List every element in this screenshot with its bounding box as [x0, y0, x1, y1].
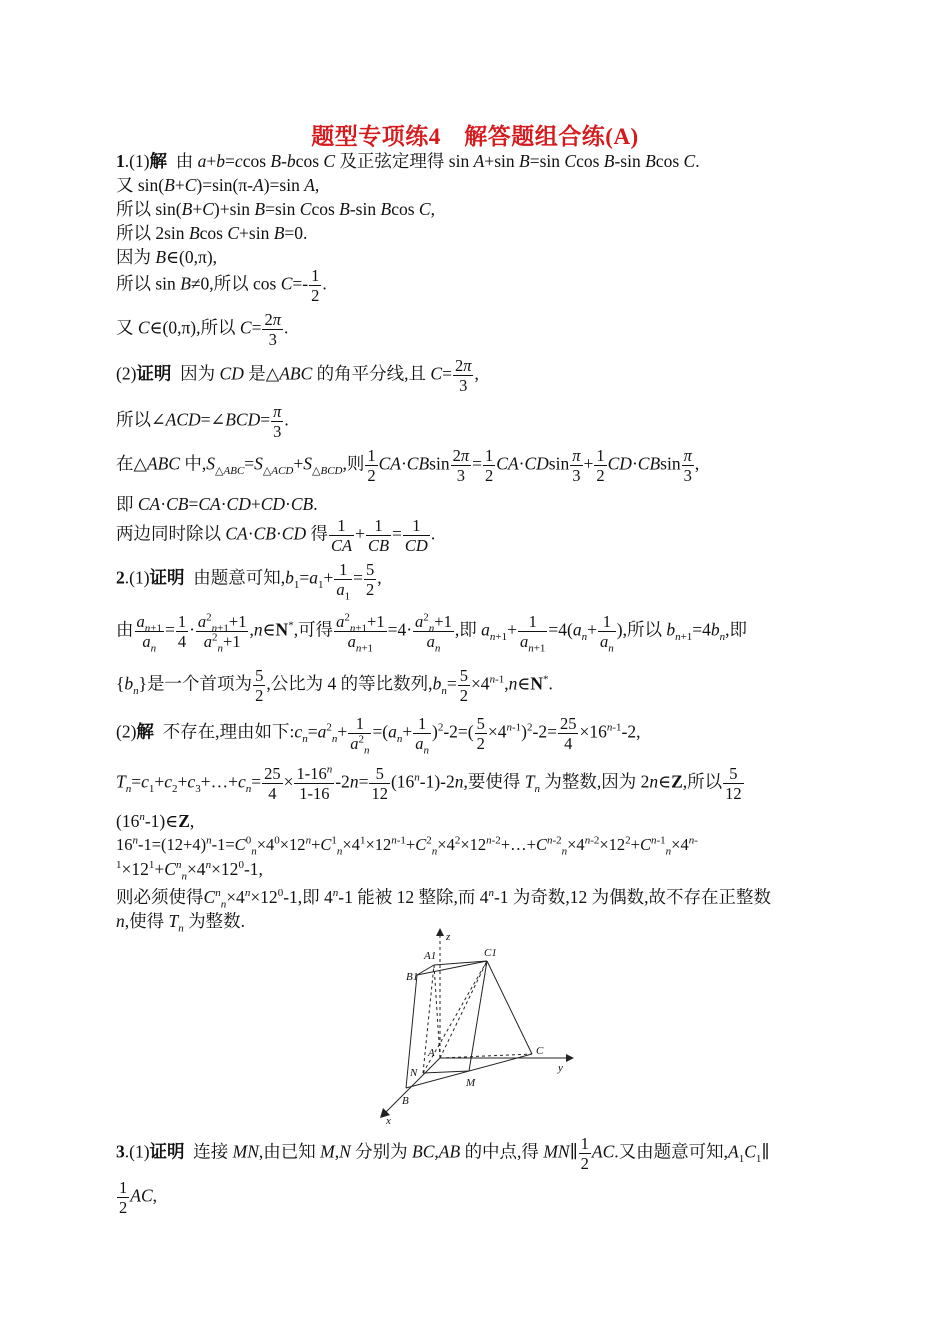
- p2-line-2: 由 $\frac{a_{n+1}}{a_n}$ = $\frac{1}{4}$ · $\frac{a^2_{n+1}+1}{a^2_n+1}$ ,n∈N*,可得 $\frac{a^2_{n+1}+1}{a_{n+1}}$ =4· $\frac{a^2_n+1}{a_n}$ ,即 $a_{n+1}+$ $\frac{1}{a_{n+1}}$ $=4(a_n+$ $\frac{1}{a_n}$ ),所以 $b_{n+1}=4b_n$,即: [116, 611, 748, 655]
- p3-line-2: $\frac{1}{2}$ AC,: [119, 1178, 157, 1217]
- label-B1: B1: [406, 971, 419, 983]
- y-arrow-icon: [566, 1054, 574, 1062]
- p3-line-1: 3.(1)证明 连接 MN,由已知 M,N 分别为 BC,AB 的中点,得 MN∥ $\frac{1}{2}$ AC.又由题意可知$,A_1C_1\parallel$: [116, 1134, 770, 1173]
- p1-line-5: 因为 B∈(0,π),: [116, 247, 218, 267]
- label-B: B: [402, 1095, 409, 1107]
- p1-2-line-1: (2)证明 因为 CD 是△ABC 的角平分线,且 C= $\frac{2\pi}{3}$ ,: [116, 356, 479, 395]
- label-N: N: [410, 1067, 418, 1079]
- edge-C1C: [487, 961, 532, 1054]
- p1-2-line-2: 所以∠ACD=∠BCD= $\frac{\pi}{3}$ .: [116, 402, 289, 441]
- label-C: C: [536, 1045, 544, 1057]
- label-y: y: [558, 1062, 563, 1074]
- label-A1: A1: [424, 950, 437, 962]
- prism-figure: [372, 928, 580, 1126]
- p1-line-1: 1.(1)解 由 a+b=ccos B-bcos C 及正弦定理得 sin A+sin B=sin Ccos B-sin Bcos C.: [116, 151, 700, 171]
- p2-line-3: $\{b_n\}$是一个首项为 $\frac{5}{2}$ ,公比为 4 的等比数列$,b_n=$ $\frac{5}{2}$ $\times 4^{n-1},n\in N^*$.: [116, 666, 553, 705]
- p2-2-line-4: $16^n-1=(12+4)^n-1=C^0_n\times 4^0\times 12^n+C^1_n\times 4^1\times 12^{n-1}+C^2_n\times 4^2\times 12^{n-2}+\dots+C^{n-2}_n\times 4^{n-2}\times 12^2+C^{n-1}_n\times 4^{n-}$: [116, 834, 698, 858]
- label-A: A: [428, 1047, 435, 1059]
- p2-2-line-1: (2)解 不存在,理由如下$:c_n=a^2_n+$ $\frac{1}{a^2_n}$ $=(a_n+$ $\frac{1}{a_n}$ )$^2$-2=( $\frac{5}{2}$ $\times 4^{n-1})^2-2=$ $\frac{25}{4}$ $\times 16^{n-1}-2$,: [116, 714, 641, 757]
- label-z: z: [446, 931, 451, 943]
- p1-line-4: 所以 2sin Bcos C+sin B=0.: [116, 223, 308, 243]
- edge-A1A: [434, 965, 440, 1058]
- p1-2-line-5: 两边同时除以 CA·CB·CD 得 $\frac{1}{CA}$ + $\frac{1}{CB}$ = $\frac{1}{CD}$ .: [116, 516, 436, 555]
- p2-2-line-2: $T_n=c_1+c_2+c_3+\dots+c_n=$ $\frac{25}{4}$ × $\frac{1-16^n}{1-16}$ -2n= $\frac{5}{12}$ (16$^n$-1)-2n,要使得 $T_n$ 为整数,因为 2n∈Z,所以 $\frac{5}{12}$: [116, 763, 742, 803]
- p1-2-line-4: 即 CA·CB=CA·CD+CD·CB.: [116, 494, 318, 514]
- label-x: x: [386, 1115, 391, 1126]
- p2-2-line-3: (16$^n$-1)∈Z,: [116, 811, 195, 831]
- z-arrow-icon: [436, 928, 444, 936]
- p1-line-2: 又 sin(B+C)=sin(π-A)=sin A,: [116, 175, 320, 195]
- p2-line-1: 2.(1)证明 由题意可知$,b_1=a_1+$ $\frac{1}{a_1}$ = $\frac{5}{2}$ ,: [116, 560, 382, 603]
- p1-line-3: 所以 sin(B+C)+sin B=sin Ccos B-sin Bcos C,: [116, 199, 435, 219]
- p1-line-6: 所以 sin B≠0,所以 cos C=- $\frac{1}{2}$ .: [116, 266, 327, 305]
- label-C1: C1: [484, 947, 497, 959]
- edge-B1C1: [417, 961, 487, 975]
- segment-AC1: [440, 961, 487, 1058]
- label-M: M: [466, 1077, 476, 1089]
- p2-2-line-5: $^1\times 12^1+C^n_n\times 4^n\times 12^0-1$,: [116, 859, 263, 883]
- p1-line-7: 又 C∈(0,π),所以 C= $\frac{2\pi}{3}$ .: [116, 310, 289, 349]
- p2-2-line-7: n,使得 $T_n$ 为整数.: [116, 911, 245, 935]
- page-title: 题型专项练4 解答题组合练(A): [311, 124, 639, 149]
- p1-2-line-3: 在△ABC 中$,S_{\triangle ABC}=S_{\triangle ACD}+S_{\triangle BCD}$,则 $\frac{1}{2}$ CA·CBsin $\frac{2\pi}{3}$ = $\frac{1}{2}$ CA·CDsin $\frac{\pi}{3}$ + $\frac{1}{2}$ CD·CBsin $\frac{\pi}{3}$ ,: [116, 446, 700, 485]
- p2-2-line-6: 则必须使得$C^n_n\times 4^n\times 12^0-1$,即 4$^n$-1 能被 12 整除,而 4$^n$-1 为奇数,12 为偶数,故不存在正整数: [116, 887, 772, 911]
